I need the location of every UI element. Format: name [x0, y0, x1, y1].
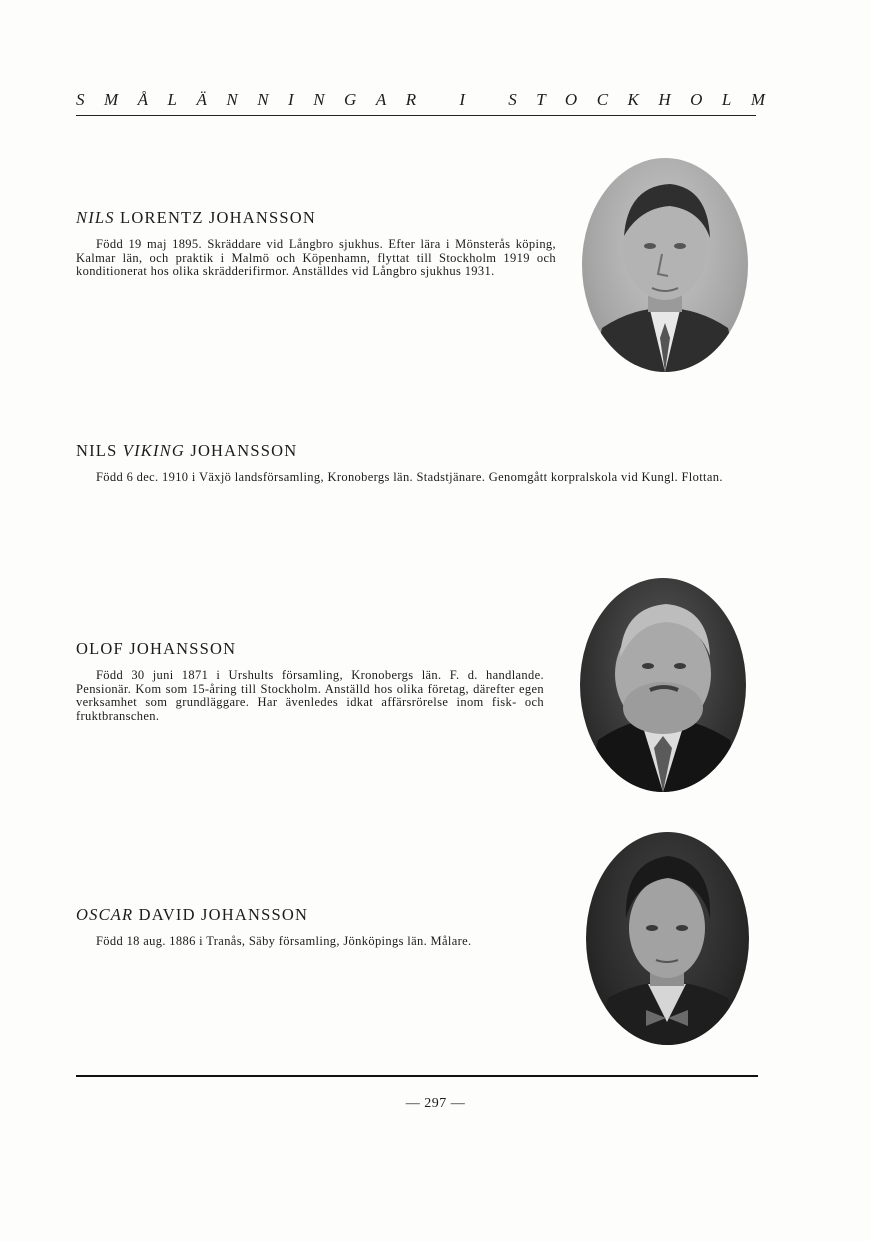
entry-name-italic: OSCAR — [76, 905, 134, 924]
entry-name — [76, 441, 760, 461]
page-number: — 297 — — [405, 1096, 466, 1111]
entry-name — [76, 905, 528, 925]
portrait-photo-oscar-david — [586, 832, 749, 1045]
entry-biography: Född 30 juni 1871 i Urshults församling, Kronobergs län. F. d. handlande. Pensionär. Kom som 15-åring till Stockholm. Anställd hos olika företag, därefter egen verksamhet som grundläggare. Har ävenledes idkat affärsrörelse inom fisk- och fruktbranschen. — [76, 668, 544, 723]
running-head-title: SMÅLÄNNINGAR I STOCKHOLM — [76, 90, 785, 109]
entry-nils-viking-johansson — [76, 441, 760, 485]
portrait-photo-nils-lorentz — [582, 158, 748, 372]
footer-rule — [76, 1075, 758, 1077]
entry-name-rest: DAVID JOHANSSON — [133, 905, 309, 924]
entry-name-rest: JOHANSSON — [185, 441, 298, 460]
entry-biography: Född 19 maj 1895. Skräddare vid Långbro sjukhus. Efter lära i Mönsterås köping, Kalmar län, och praktik i Malmö och Köpenhamn, flyttat till Stockholm 1919 och konditionerat hos olika skrädderifirmor. Anställdes vid Långbro sjukhus 1931. — [76, 237, 556, 279]
entry-biography: Född 6 dec. 1910 i Växjö landsförsamling, Kronobergs län. Stadstjänare. Genomgått korpralskola vid Kungl. Flottan. — [96, 470, 723, 484]
entry-name-italic: NILS — [76, 208, 115, 227]
entry-name-pre: NILS — [76, 441, 123, 460]
header-rule — [76, 115, 756, 116]
entry-name — [76, 208, 556, 228]
entry-biography: Född 18 aug. 1886 i Tranås, Säby församling, Jönköpings län. Målare. — [96, 934, 472, 948]
entry-name-italic: VIKING — [122, 441, 185, 460]
entry-name: OLOF JOHANSSON — [76, 639, 237, 658]
portrait-photo-olof — [580, 578, 746, 792]
entry-oscar-david-johansson — [76, 905, 528, 949]
entry-nils-lorentz-johansson — [76, 208, 556, 279]
entry-olof-johansson — [76, 639, 544, 723]
entry-name-rest: LORENTZ JOHANSSON — [114, 208, 317, 227]
